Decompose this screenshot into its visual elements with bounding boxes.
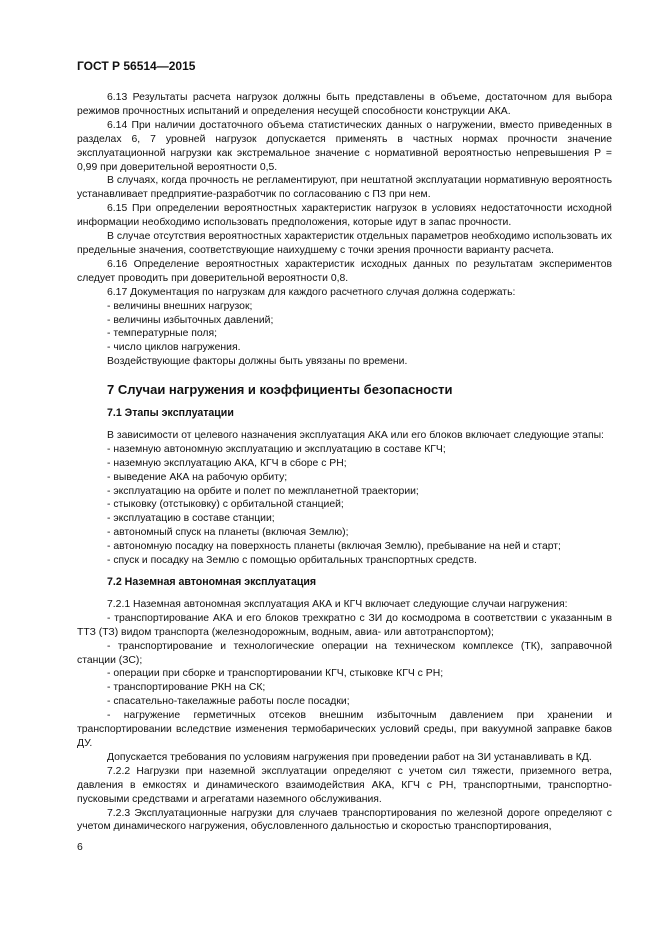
list-item: - число циклов нагружения. (107, 342, 241, 354)
paragraph: В случаях, когда прочность не регламентируют, при нештатной эксплуатации нормативную вероятность устанавливает предприятие-разработчик по согласованию с ПЗ при нем. (77, 175, 612, 201)
list-item: - автономный спуск на планеты (включая Землю); (107, 527, 349, 539)
paragraph: - транспортирование РКН на СК; (107, 682, 266, 694)
document-body (77, 91, 612, 834)
paragraph: 7.2.3 Эксплуатационные нагрузки для случаев транспортирования по железной дороге определяют с учетом динамического нагружения, обусловленного дальностью и скоростью транспортирования, (77, 807, 612, 833)
subsection-heading: 7.2 Наземная автономная эксплуатация (107, 576, 317, 588)
paragraph: - транспортирование и технологические операции на техническом комплексе (ТК), заправочной станции (ЗС); (77, 640, 612, 666)
paragraph: Допускается требования по условиям нагружения при проведении работ на ЗИ устанавливать в КД. (107, 751, 592, 763)
list-item: - температурные поля; (107, 328, 218, 340)
paragraph: В случае отсутствия вероятностных характеристик отдельных параметров необходимо использовать их предельные значения, соответствующие наихудшему с точки зрения прочности варианту расчета. (77, 231, 612, 256)
list-item: - стыковку (отстыковку) с орбитальной станцией; (107, 499, 344, 511)
list-item: - выведение АКА на рабочую орбиту; (107, 471, 288, 483)
paragraph: 7.2.1 Наземная автономная эксплуатация АКА и КГЧ включает следующие случаи нагружения: (107, 598, 568, 610)
page-number: 6 (77, 842, 83, 853)
list-item: - эксплуатацию в составе станции; (107, 513, 275, 525)
paragraph: В зависимости от целевого назначения эксплуатация АКА или его блоков включает следующие этапы: (107, 429, 604, 441)
list-item: - спуск и посадку на Землю с помощью орбитальных транспортных средств. (107, 555, 477, 567)
list-item: - наземную автономную эксплуатацию и эксплуатацию в составе КГЧ; (107, 443, 446, 455)
paragraph: - транспортирование АКА и его блоков трехкратно с ЗИ до космодрома в соответствии с указанным в ТТЗ (ТЗ) видом транспорта (железнодорожным, водным, авиа- или автотранспортом); (77, 612, 612, 638)
paragraph: 7.2.2 Нагрузки при наземной эксплуатации определяют с учетом сил тяжести, приземного ветра, давления в емкостях и динамического взаимодействия АКА, КГЧ с РН, транспортными, транспортно-пусковыми средствами и агрегатами наземного обслуживания. (77, 765, 612, 805)
paragraph: 6.14 При наличии достаточного объема статистических данных о нагружении, вместо приведенных в разделах 6, 7 уровней нагрузок допускается применять в частных нормах прочности значение эксплуатационной нагрузки как экстремальное значение с нормативной вероятностью непревышения P = 0,99 при доверительной вероятности 0,5. (77, 119, 612, 173)
list-item: - величины избыточных давлений; (107, 314, 274, 326)
document-header: ГОСТ Р 56514—2015 (77, 59, 196, 73)
list-item: - автономную посадку на поверхность планеты (включая Землю), пребывание на ней и старт; (107, 541, 561, 553)
paragraph: - нагружение герметичных отсеков внешним избыточным давлением при хранении и транспортировании вследствие изменения термобарических условий среды, при вакуумной заправке баков ДУ. (77, 710, 612, 749)
list-item: - эксплуатацию на орбите и полет по межпланетной траектории; (107, 485, 419, 497)
paragraph: - операции при сборке и транспортировании КГЧ, стыковке КГЧ с РН; (107, 668, 444, 680)
paragraph: Воздействующие факторы должны быть увязаны по времени. (107, 356, 408, 368)
paragraph: 6.17 Документация по нагрузкам для каждого расчетного случая должна содержать: (107, 286, 516, 298)
paragraph: 6.16 Определение вероятностных характеристик исходных данных по результатам экспериментов следует проводить при доверительной вероятности 0,8. (77, 258, 612, 284)
paragraph: 6.15 При определении вероятностных характеристик нагрузок в условиях недостаточности исходной информации необходимо использовать предположения, которые идут в запас прочности. (77, 203, 612, 229)
list-item: - величины внешних нагрузок; (107, 300, 253, 312)
subsection-heading: 7.1 Этапы эксплуатации (107, 407, 234, 420)
section-heading: 7 Случаи нагружения и коэффициенты безопасности (107, 382, 453, 398)
paragraph: 6.13 Результаты расчета нагрузок должны быть представлены в объеме, достаточном для выбора режимов прочностных испытаний и определения несущей способности конструкции АКА. (77, 92, 612, 117)
paragraph: - спасательно-такелажные работы после посадки; (107, 696, 350, 708)
list-item: - наземную эксплуатацию АКА, КГЧ в сборе с РН; (107, 457, 347, 469)
